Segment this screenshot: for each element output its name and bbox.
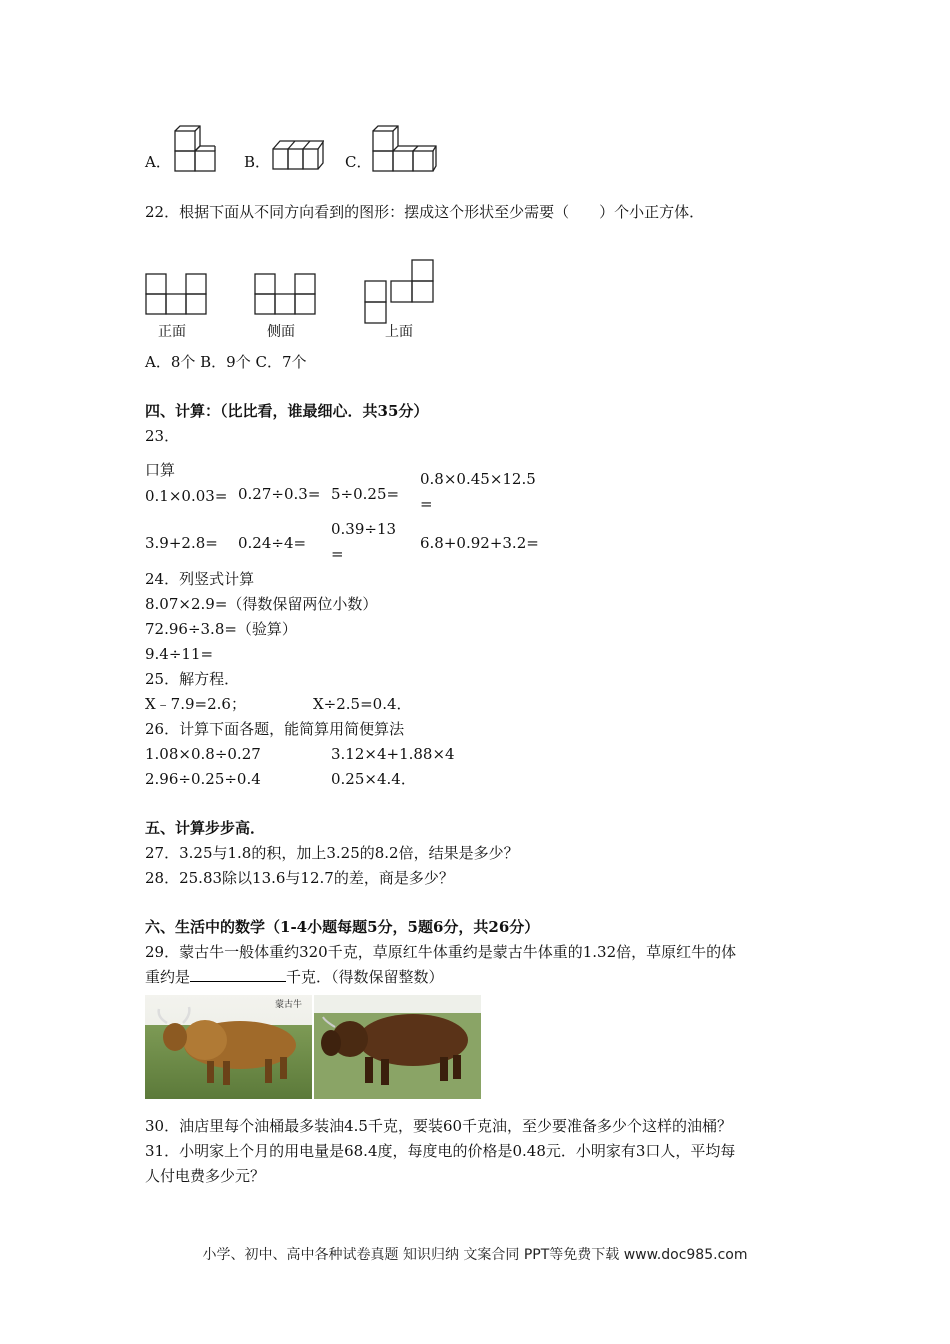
question-29-prefix: 重约是 <box>145 968 191 986</box>
oral-item: 0.8×0.45×12.5 <box>420 470 536 488</box>
question-31-line2: 人付电费多少元？ <box>145 1167 266 1185</box>
question-26-item: 3.12×4+1.88×4 <box>331 745 455 763</box>
question-26-item: 0.25×4.4． <box>331 770 416 788</box>
oral-item-equals: = <box>331 545 344 563</box>
question-27-text: 27．3.25与1.8的积，加上3.25的8.2倍，结果是多少？ <box>145 844 519 862</box>
oral-item: 5÷0.25= <box>331 485 400 503</box>
question-25-equation: X﹣7.9=2.6； <box>145 695 246 713</box>
oral-item: 6.8+0.92+3.2= <box>420 534 539 552</box>
option-a-cube-figure <box>172 125 218 173</box>
option-c-cube-figure <box>370 125 438 173</box>
question-24-item: 9.4÷11= <box>145 645 214 663</box>
question-25-title: 25．解方程． <box>145 670 240 688</box>
oral-item: 0.1×0.03= <box>145 487 228 505</box>
oral-item-equals: = <box>420 495 433 513</box>
front-view-label: 正面 <box>158 324 186 340</box>
question-24-item: 8.07×2.9=（得数保留两位小数） <box>145 595 378 613</box>
question-22-text: 22．根据下面从不同方向看到的图形：摆成这个形状至少需要（ ）个小正方体． <box>145 203 705 221</box>
section-5-title: 五、计算步步高． <box>145 819 266 837</box>
footer-banner: 小学、初中、高中各种试卷真题 知识归纳 文案合同 PPT等免费下载 www.doc985.com <box>202 1247 748 1263</box>
question-26-item: 2.96÷0.25÷0.4 <box>145 770 261 788</box>
question-26-item: 1.08×0.8÷0.27 <box>145 745 261 763</box>
question-29-suffix: 千克．（得数保留整数） <box>286 968 444 986</box>
question-26-title: 26．计算下面各题，能简算用简便算法 <box>145 720 405 738</box>
question-30-text: 30．油店里每个油桶最多装油4.5千克，要装60千克油，至少要准备多少个这样的油桶？ <box>145 1117 733 1135</box>
oral-item: 0.24÷4= <box>238 534 307 552</box>
photo-label: 蒙古牛 <box>275 1000 303 1010</box>
question-22-options: A．8个 B．9个 C．7个 <box>145 353 307 371</box>
oral-calc-heading: 口算 <box>145 461 176 479</box>
question-24-title: 24．列竖式计算 <box>145 570 255 588</box>
side-view-label: 侧面 <box>267 324 295 340</box>
oral-item: 0.39÷13 <box>331 520 397 538</box>
option-b-label: B． <box>244 153 271 171</box>
top-view-label: 上面 <box>385 324 413 340</box>
question-25-equation: X÷2.5=0.4． <box>313 695 412 713</box>
question-29-line1: 29．蒙古牛一般体重约320千克，草原红牛体重约是蒙古牛体重的1.32倍，草原红牛的体 <box>145 943 737 961</box>
question-29-line2 <box>145 967 444 987</box>
question-23-number: 23． <box>145 427 180 445</box>
question-24-item: 72.96÷3.8=（验算） <box>145 620 297 638</box>
oral-item: 3.9+2.8= <box>145 534 218 552</box>
question-31-line1: 31．小明家上个月的用电量是68.4度，每度电的价格是0.48元．小明家有3口人，平均每 <box>145 1142 736 1160</box>
option-c-label: C． <box>345 153 372 171</box>
oral-item: 0.27÷0.3= <box>238 485 321 503</box>
cattle-photo <box>145 995 481 1099</box>
option-a-label: A． <box>145 153 171 171</box>
question-28-text: 28．25.83除以13.6与12.7的差，商是多少？ <box>145 869 454 887</box>
option-b-cube-figure <box>270 137 324 173</box>
section-4-title: 四、计算：（比比看，谁最细心．共35分） <box>145 402 429 420</box>
section-6-title: 六、生活中的数学（1-4小题每题5分，5题6分，共26分） <box>145 918 540 936</box>
answer-blank[interactable] <box>190 967 286 982</box>
